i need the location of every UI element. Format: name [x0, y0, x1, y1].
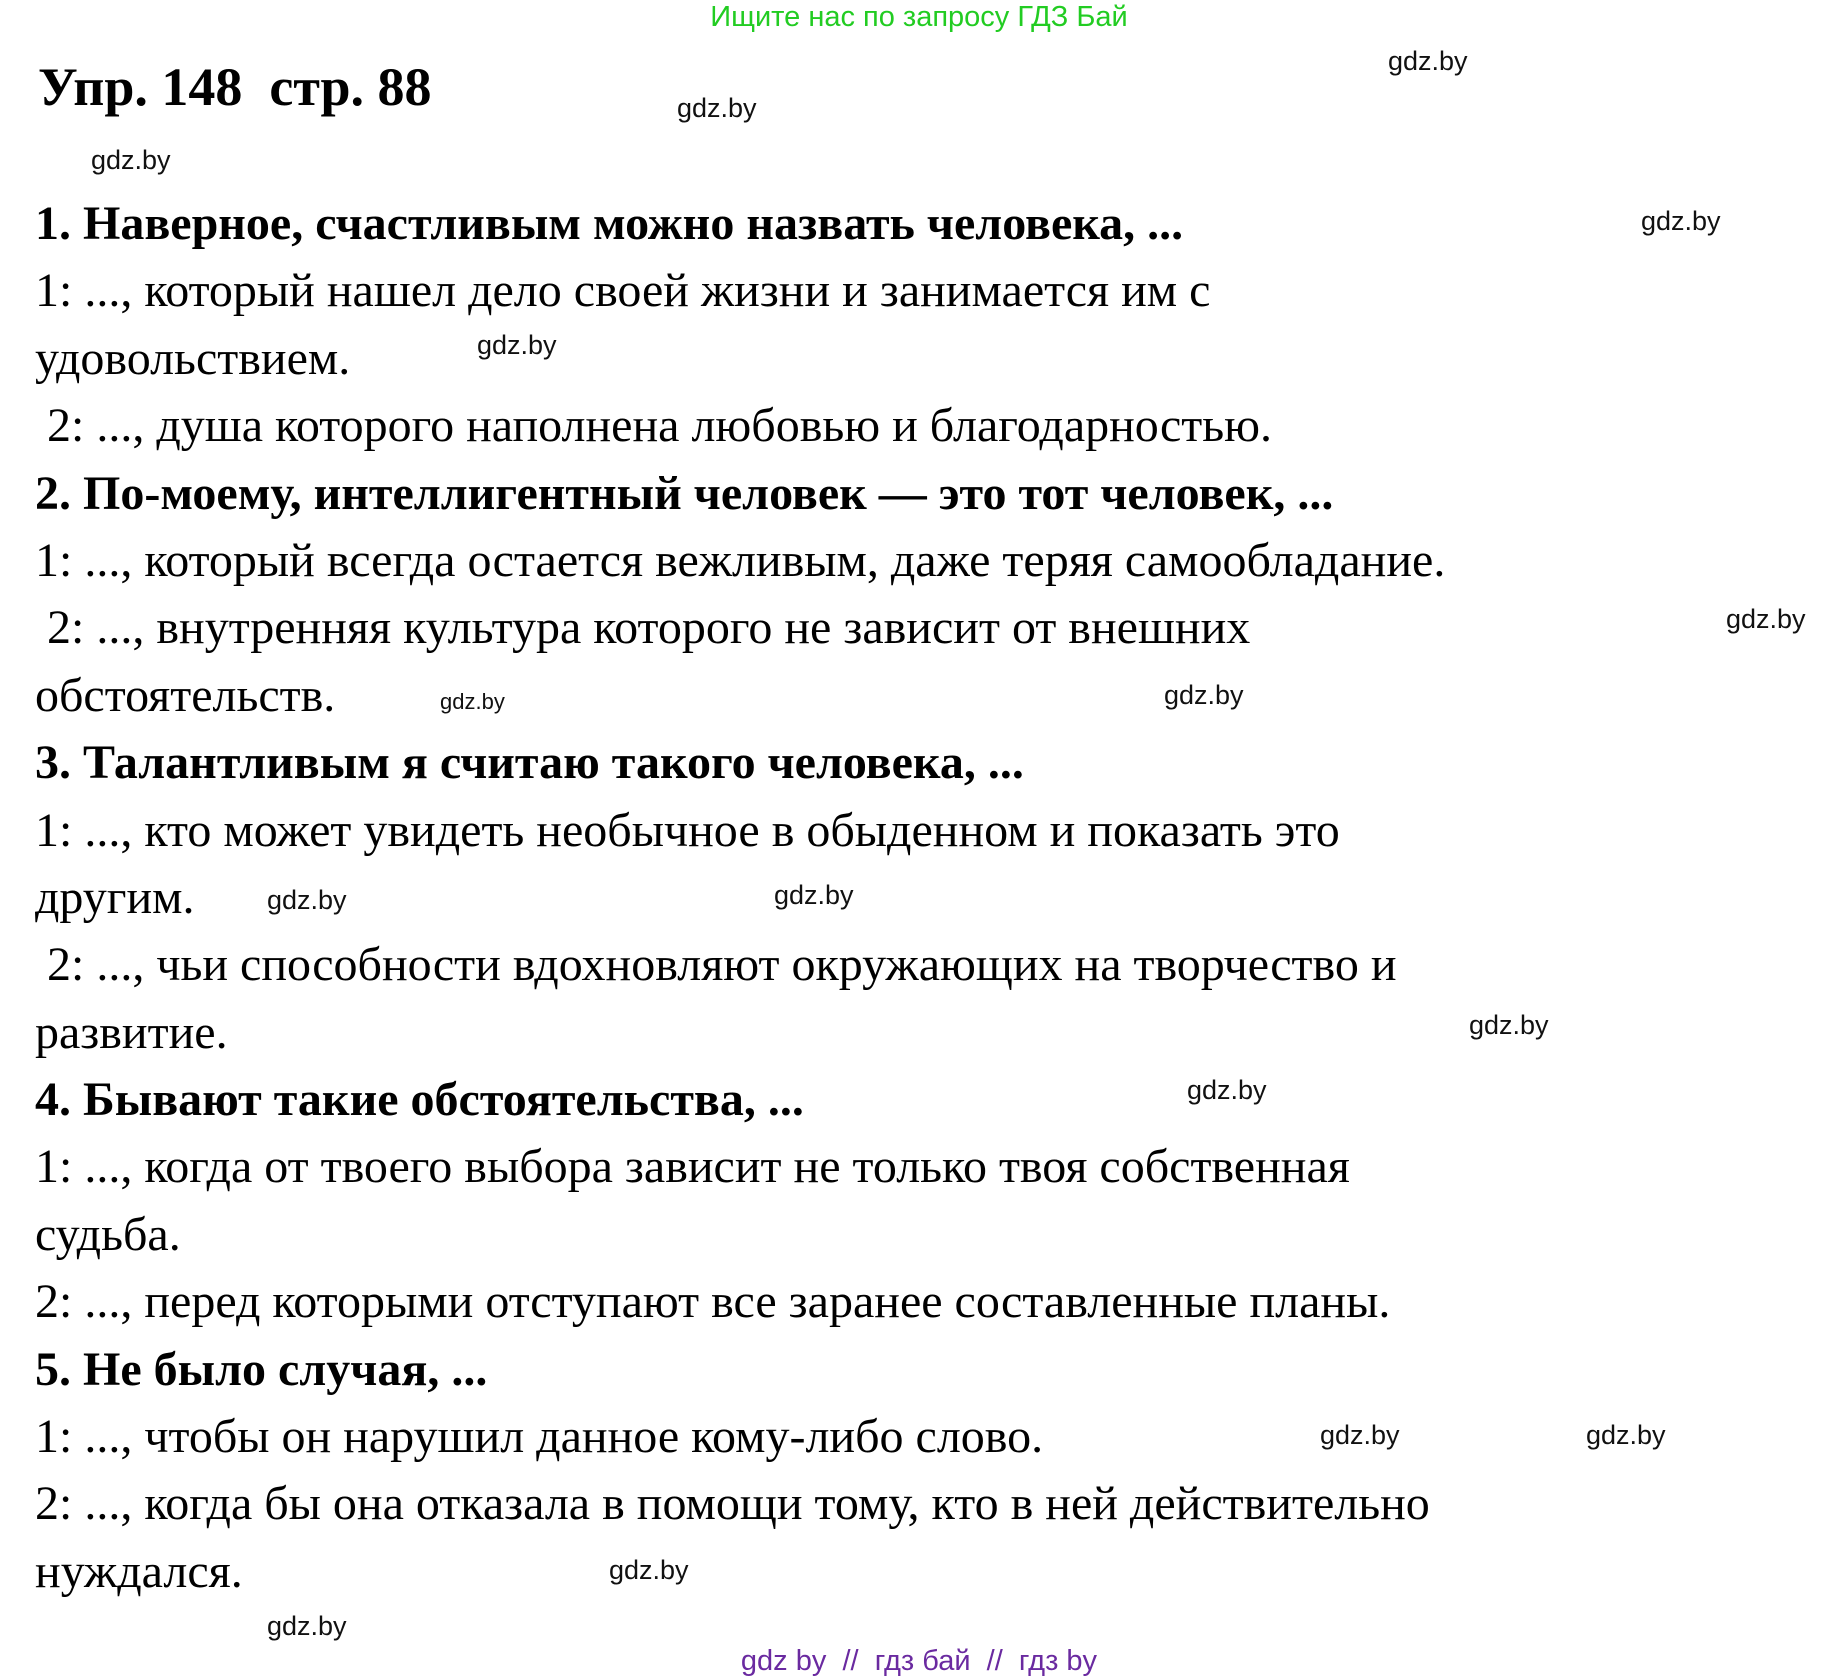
answer-line: 1: ..., который нашел дело своей жизни и занимается им с: [35, 264, 1211, 318]
watermark: gdz.by: [609, 1555, 689, 1585]
answer-line: 1: ..., кто может увидеть необычное в обыденном и показать это: [35, 803, 1340, 857]
question-heading: 2. По-моему, интеллигентный человек — это тот человек, ...: [35, 466, 1334, 520]
watermark: gdz.by: [91, 145, 171, 175]
answer-line: другим.: [35, 870, 195, 924]
answer-line: развитие.: [35, 1005, 228, 1059]
answer-line: судьба.: [35, 1207, 181, 1261]
watermark: gdz.by: [477, 330, 557, 360]
question-heading: 4. Бывают такие обстоятельства, ...: [35, 1073, 804, 1127]
answer-line: 1: ..., который всегда остается вежливым, даже теряя самообладание.: [35, 533, 1446, 587]
watermark: gdz.by: [440, 689, 505, 714]
answer-line: нуждался.: [35, 1544, 243, 1598]
watermark: gdz.by: [267, 885, 347, 915]
answer-line: 2: ..., когда бы она отказала в помощи тому, кто в ней действительно: [35, 1477, 1430, 1531]
watermark: gdz.by: [1726, 604, 1806, 634]
answer-text: [35, 190, 1445, 1605]
answer-line: 1: ..., когда от твоего выбора зависит не только твоя собственная: [35, 1140, 1350, 1194]
watermark: gdz.by: [1469, 1010, 1549, 1040]
question-heading: 1. Наверное, счастливым можно назвать человека, ...: [35, 197, 1184, 250]
answer-line: 2: ..., внутренняя культура которого не зависит от внешних: [35, 601, 1251, 655]
search-hint-banner: Ищите нас по запросу ГДЗ Бай: [710, 1, 1128, 33]
watermark: gdz.by: [1388, 46, 1468, 76]
footer-links: gdz by // гдз бай // гдз by: [740, 1645, 1098, 1677]
watermark: gdz.by: [1187, 1075, 1267, 1105]
answer-line: 2: ..., душа которого наполнена любовью и благодарностью.: [35, 399, 1273, 453]
watermark: gdz.by: [267, 1611, 347, 1641]
watermark: gdz.by: [1641, 206, 1721, 236]
watermark: gdz.by: [1586, 1420, 1666, 1450]
answer-line: 2: ..., чьи способности вдохновляют окружающих на творчество и: [35, 938, 1397, 992]
question-heading: 5. Не было случая, ...: [35, 1342, 488, 1396]
question-heading: 3. Талантливым я считаю такого человека, ...: [35, 736, 1024, 790]
exercise-title: Упр. 148 стр. 88: [38, 57, 432, 117]
answer-line: удовольствием.: [35, 331, 351, 385]
answer-line: 1: ..., чтобы он нарушил данное кому-либо слово.: [35, 1410, 1044, 1464]
watermark: gdz.by: [1164, 680, 1244, 710]
watermark: gdz.by: [1320, 1420, 1400, 1450]
watermark: gdz.by: [774, 880, 854, 910]
answer-line: 2: ..., перед которыми отступают все заранее составленные планы.: [35, 1275, 1391, 1329]
answer-line: обстоятельств.: [35, 668, 336, 722]
watermark: gdz.by: [677, 93, 757, 123]
